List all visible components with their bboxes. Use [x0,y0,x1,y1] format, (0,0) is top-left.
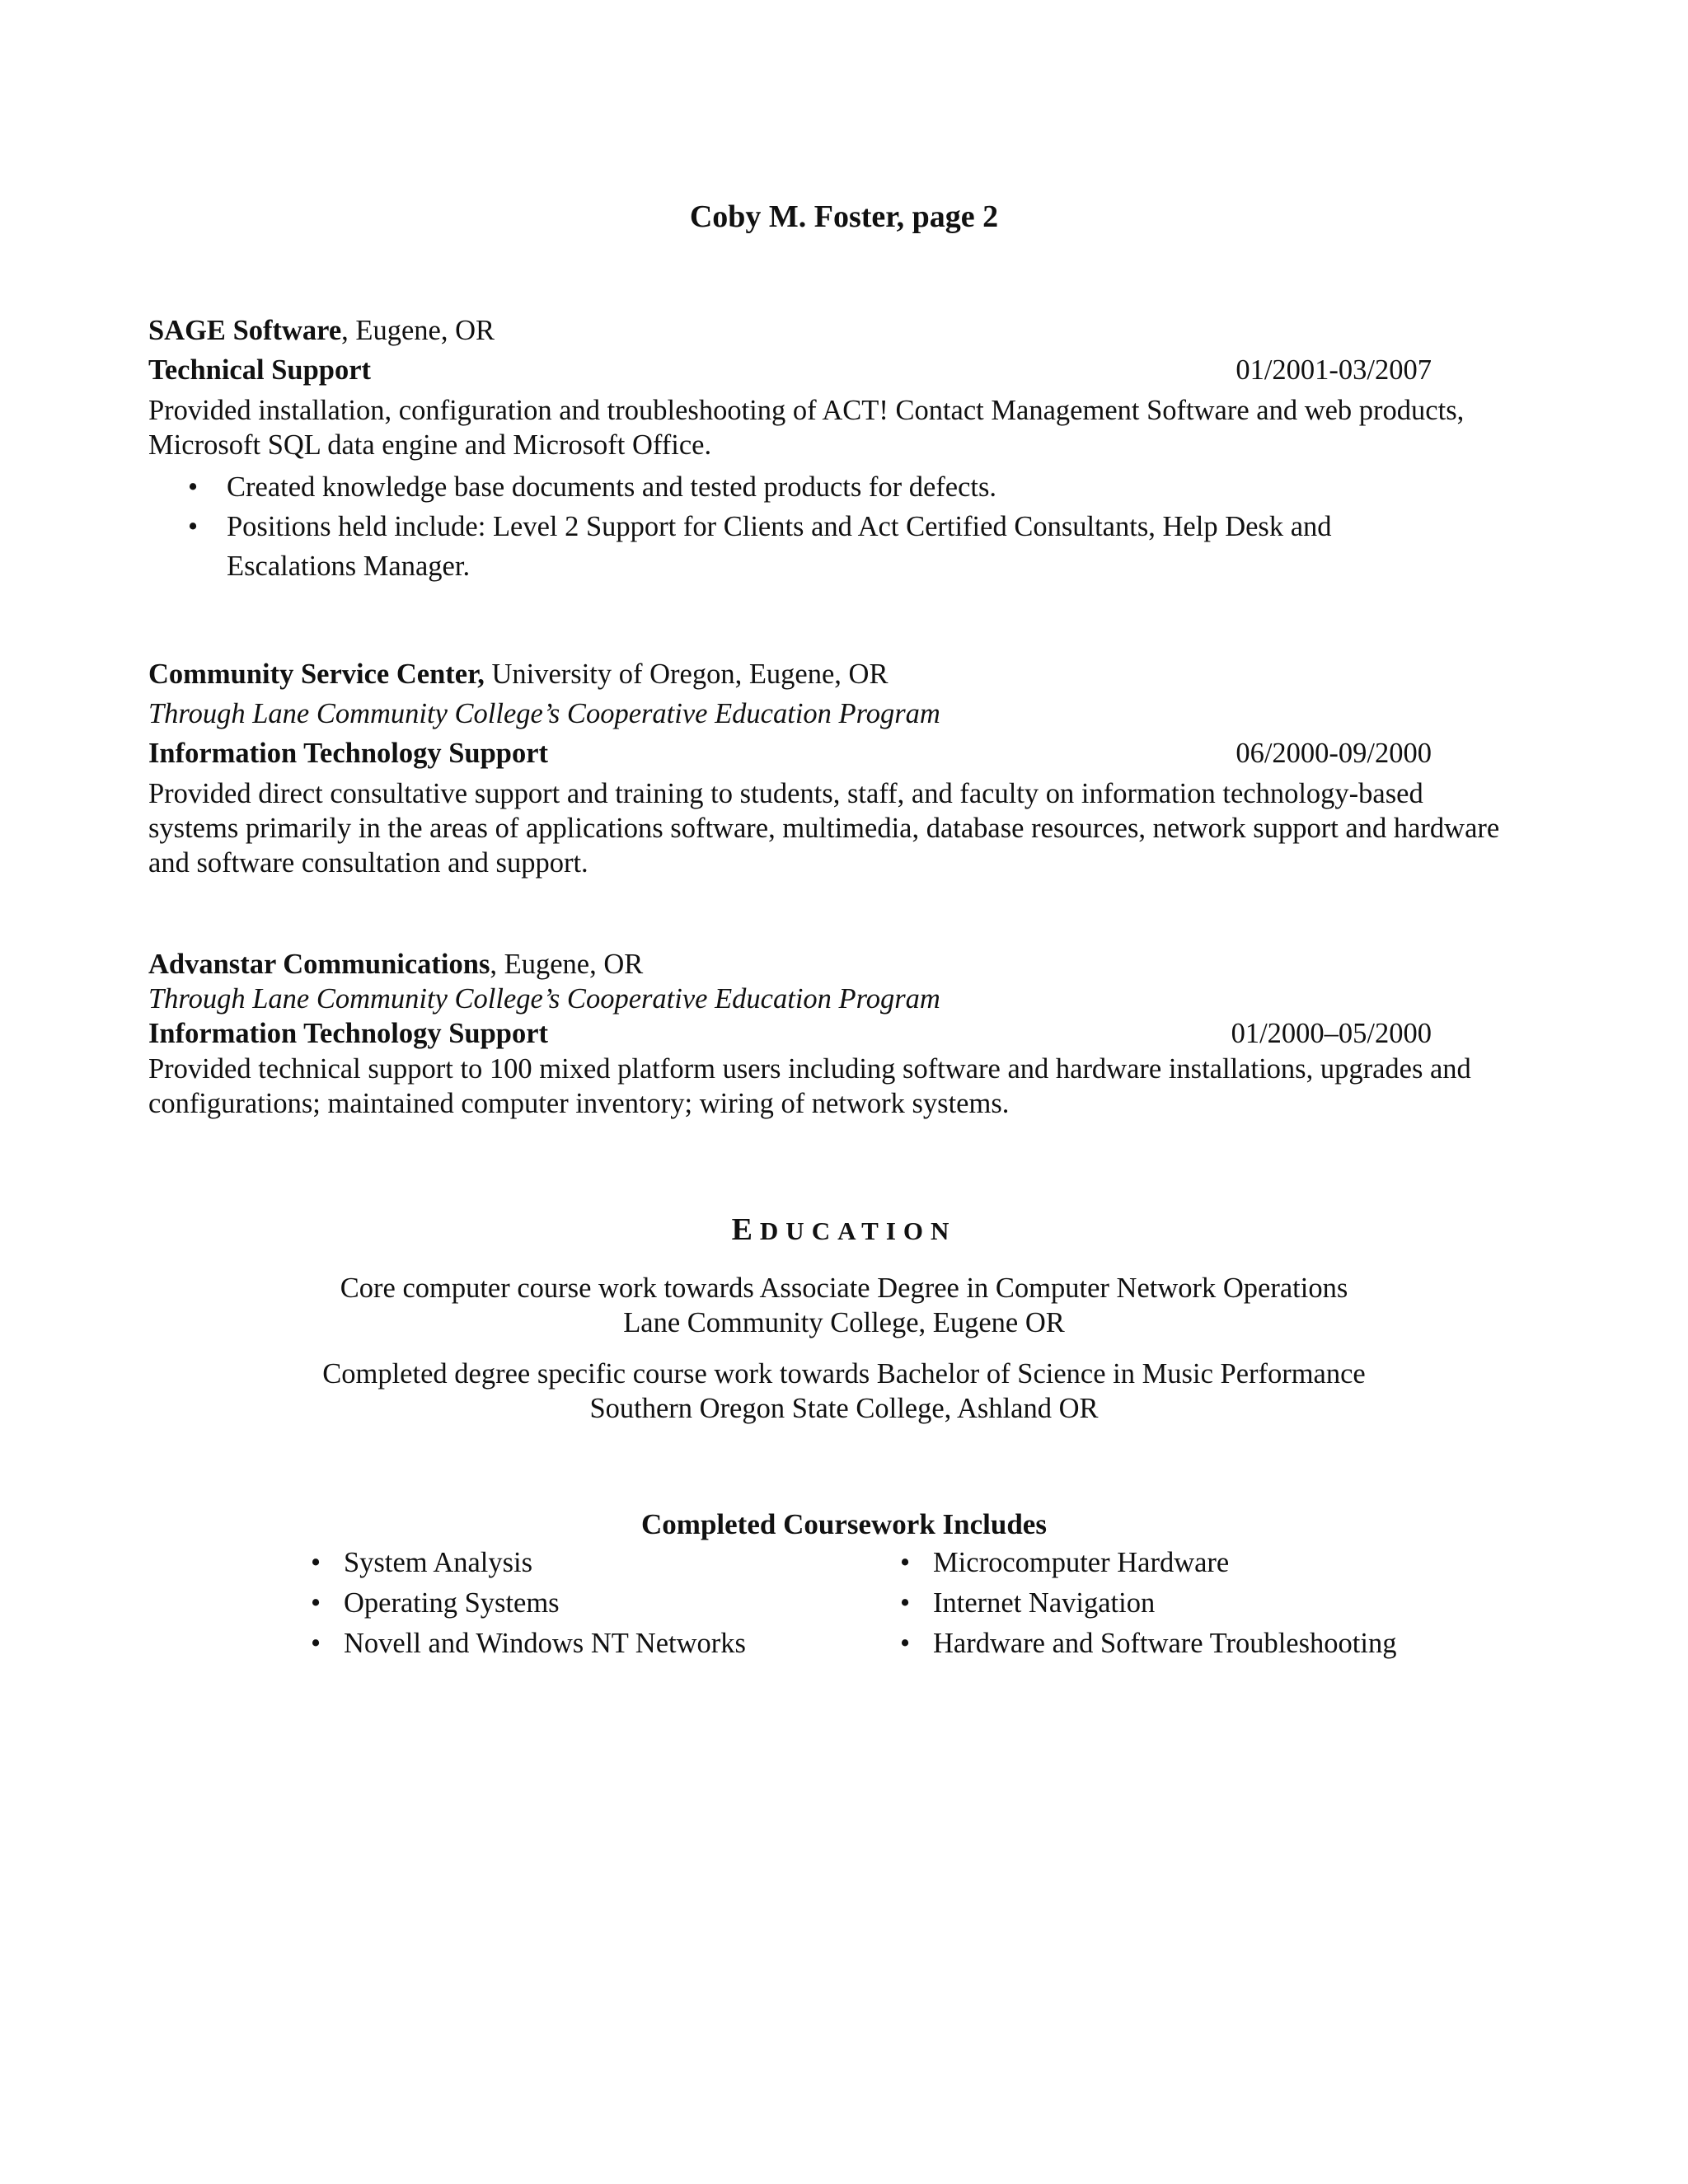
education-entry [0,1271,1688,1340]
school-line: Lane Community College, Eugene OR [623,1307,1065,1338]
list-item: • Internet Navigation [900,1583,1396,1624]
education-entry [0,1357,1688,1426]
coursework-list-left [311,1543,746,1664]
job-description: Provided installation, configuration and troubleshooting of ACT! Contact Management Software and web products, Microsoft SQL data engine and Microsoft Office. [148,395,1465,461]
coursework-heading: Completed Coursework Includes [641,1508,1047,1540]
company-line [148,658,1517,691]
company-location: , Eugene, OR [490,949,644,980]
list-item: • Operating Systems [311,1583,746,1624]
company-line [148,314,1517,348]
title-line [148,737,1517,771]
program-line: Through Lane Community College’s Cooperative Education Program [148,698,940,729]
degree-line: Core computer course work towards Associate Degree in Computer Network Operations [340,1272,1348,1304]
job-title: Technical Support [148,354,372,386]
job-dates: 06/2000-09/2000 [1236,738,1432,769]
company-location: University of Oregon, Eugene, OR [484,658,889,690]
company-name: Community Service Center, [148,658,485,690]
company-name: Advanstar Communications [148,949,490,980]
program-line: Through Lane Community College’s Cooperative Education Program [148,983,940,1015]
list-item: • System Analysis [311,1543,746,1583]
company-line [148,948,1517,982]
job-title: Information Technology Support [148,738,549,769]
job-title: Information Technology Support [148,1018,549,1049]
title-line [148,354,1517,387]
company-name: SAGE Software [148,315,342,346]
title-line [148,1017,1517,1051]
school-line: Southern Oregon State College, Ashland OR [589,1393,1099,1424]
job-entry-sage [148,314,1517,586]
coursework-list-right [900,1543,1396,1664]
job-dates: 01/2001-03/2007 [1236,354,1432,386]
list-item: • Novell and Windows NT Networks [311,1624,746,1664]
job-description: Provided technical support to 100 mixed platform users including software and hardware installations, upgrades and configurations; maintained computer inventory; wiring of network systems. [148,1053,1471,1119]
job-bullets [148,467,1517,586]
list-item: • Created knowledge base documents and tested products for defects. [148,467,1430,507]
job-entry-advanstar [148,948,1517,1121]
company-location: , Eugene, OR [341,315,495,346]
list-item: • Hardware and Software Troubleshooting [900,1624,1396,1664]
page-title: Coby M. Foster, page 2 [689,199,999,234]
job-description: Provided direct consultative support and training to students, staff, and faculty on information technology-based systems primarily in the areas of applications software, multimedia, database resources, network support and hardware and software consultation and support. [148,778,1500,879]
education-heading: EDUCATION [731,1212,957,1247]
job-entry-community-service-center [148,658,1517,880]
list-item: • Positions held include: Level 2 Support for Clients and Act Certified Consultants, Help Desk and Escalations Manager. [148,507,1430,586]
list-item: • Microcomputer Hardware [900,1543,1396,1583]
degree-line: Completed degree specific course work towards Bachelor of Science in Music Performance [322,1358,1366,1390]
job-dates: 01/2000–05/2000 [1231,1018,1432,1049]
